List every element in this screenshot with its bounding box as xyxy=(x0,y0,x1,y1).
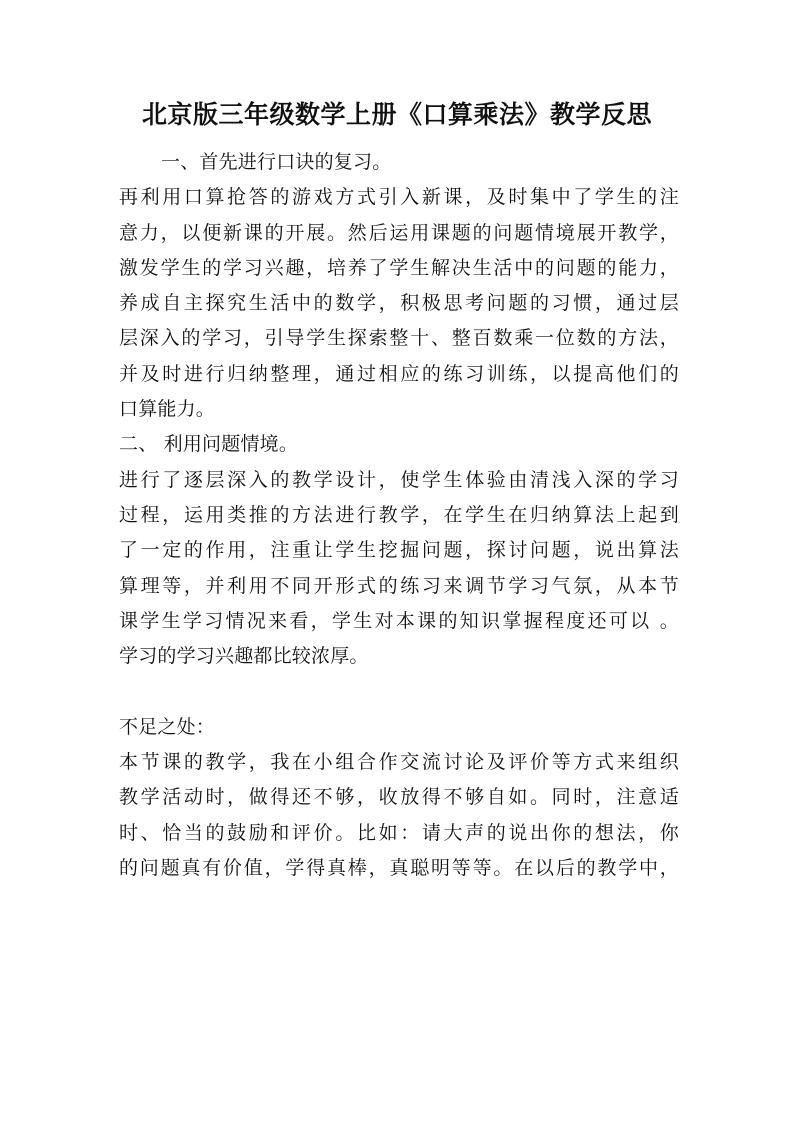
paragraph-line: 本节课的教学，我在小组合作交流讨论及评价等方式来组织 xyxy=(119,751,679,774)
paragraph-line: 并及时进行归纳整理，通过相应的练习训练，以提高他们的 xyxy=(119,362,679,385)
paragraph-line: 过程，运用类推的方法进行教学，在学生在归纳算法上起到 xyxy=(119,503,679,526)
paragraph-line: 进行了逐层深入的教学设计，使学生体验由清浅入深的学习 xyxy=(119,468,679,491)
section-heading-1: 一、首先进行口诀的复习。 xyxy=(161,151,392,173)
paragraph-line: 教学活动时，做得还不够，收放得不够自如。同时，注意适 xyxy=(119,786,679,809)
paragraph-line: 意力，以便新课的开展。然后运用课题的问题情境展开教学， xyxy=(119,221,679,244)
paragraph-line: 课学生学习情况来看，学生对本课的知识掌握程度还可以 。 xyxy=(119,609,679,632)
paragraph-line: 学习的学习兴趣都比较浓厚。 xyxy=(119,645,369,668)
blank-line xyxy=(119,674,679,709)
paragraph-line: 的问题真有价值，学得真棒，真聪明等等。在以后的教学中， xyxy=(119,856,679,879)
paragraph-line: 养成自主探究生活中的数学，积极思考问题的习惯，通过层 xyxy=(119,292,679,315)
section-heading-3: 不足之处： xyxy=(119,715,216,738)
paragraph-line: 激发学生的学习兴趣，培养了学生解决生活中的问题的能力， xyxy=(119,256,679,279)
paragraph-line: 算理等，并利用不同开形式的练习来调节学习气氛，从本节 xyxy=(119,574,679,597)
paragraph-line: 再利用口算抢答的游戏方式引入新课，及时集中了学生的注 xyxy=(119,186,679,209)
paragraph-line: 了一定的作用，注重让学生挖掘问题，探讨问题，说出算法 xyxy=(119,539,679,562)
paragraph-line: 口算能力。 xyxy=(119,398,216,421)
section-heading-2: 二、 利用问题情境。 xyxy=(119,433,299,456)
document-body xyxy=(119,145,679,886)
document-title: 北京版三年级数学上册《口算乘法》教学反思 xyxy=(141,100,652,129)
paragraph-line: 时、恰当的鼓励和评价。比如：请大声的说出你的想法，你 xyxy=(119,821,679,844)
paragraph-line: 层深入的学习，引导学生探索整十、整百数乘一位数的方法， xyxy=(119,327,679,350)
